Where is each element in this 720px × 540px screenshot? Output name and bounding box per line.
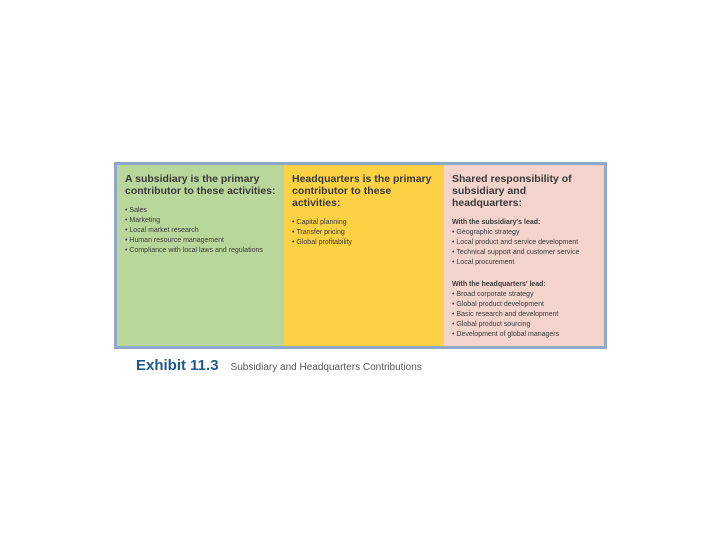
list-item: • Compliance with local laws and regulations bbox=[125, 246, 278, 256]
exhibit-number: Exhibit 11.3 bbox=[136, 357, 219, 374]
subsidiary-column-title: A subsidiary is the primary contributor to these activities: bbox=[125, 173, 276, 197]
headquarters-column bbox=[284, 165, 444, 346]
headquarters-lead-heading: With the headquarters' lead: bbox=[452, 281, 546, 288]
group-spacer bbox=[452, 268, 598, 280]
headquarters-lead-list bbox=[452, 290, 598, 340]
shared-column-title: Shared responsibility of subsidiary and headquarters: bbox=[452, 173, 572, 209]
list-item: • Broad corporate strategy bbox=[452, 290, 598, 300]
list-item: • Development of global managers bbox=[452, 330, 598, 340]
list-item: • Global profitability bbox=[292, 238, 438, 248]
subsidiary-lead-heading: With the subsidiary's lead: bbox=[452, 219, 541, 226]
list-item: • Geographic strategy bbox=[452, 228, 598, 238]
list-item: • Basic research and development bbox=[452, 310, 598, 320]
exhibit-title: Subsidiary and Headquarters Contributions bbox=[230, 362, 422, 373]
shared-responsibility-column bbox=[444, 165, 604, 346]
subsidiary-column bbox=[117, 165, 284, 346]
exhibit-table bbox=[114, 162, 607, 349]
list-item: • Technical support and customer service bbox=[452, 248, 598, 258]
list-item: • Transfer pricing bbox=[292, 228, 438, 238]
exhibit-caption bbox=[136, 357, 422, 374]
subsidiary-activity-list bbox=[125, 206, 278, 256]
list-item: • Global product sourcing bbox=[452, 320, 598, 330]
list-item: • Local product and service development bbox=[452, 238, 598, 248]
list-item: • Global product development bbox=[452, 300, 598, 310]
list-item: • Marketing bbox=[125, 216, 278, 226]
headquarters-activity-list bbox=[292, 218, 438, 248]
list-item: • Local market research bbox=[125, 226, 278, 236]
list-item: • Local procurement bbox=[452, 258, 598, 268]
list-item: • Capital planning bbox=[292, 218, 438, 228]
subsidiary-lead-list bbox=[452, 228, 598, 268]
headquarters-column-title: Headquarters is the primary contributor to these activities: bbox=[292, 173, 432, 209]
list-item: • Human resource management bbox=[125, 236, 278, 246]
list-item: • Sales bbox=[125, 206, 278, 216]
